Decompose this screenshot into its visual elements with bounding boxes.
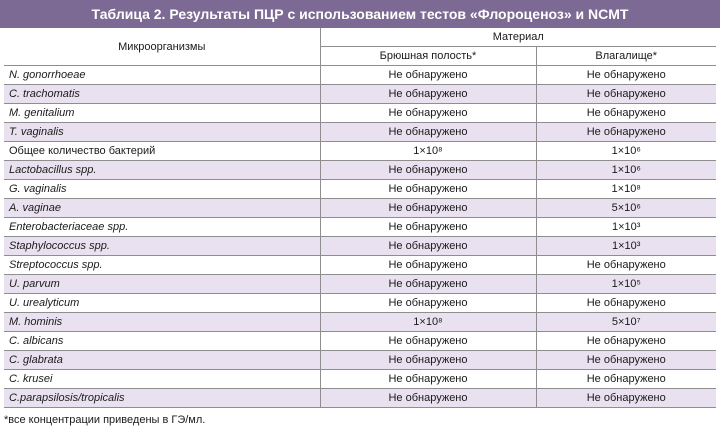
abdominal-result: Не обнаружено <box>320 161 536 180</box>
abdominal-result: Не обнаружено <box>320 389 536 408</box>
abdominal-result: Не обнаружено <box>320 237 536 256</box>
table-title: Таблица 2. Результаты ПЦР с использованием тестов «Флороценоз» и NCMT <box>0 0 720 28</box>
column-header-microorganisms: Микроорганизмы <box>4 28 320 66</box>
table-row <box>4 351 716 370</box>
table-row <box>4 256 716 275</box>
column-header-vagina: Влагалище* <box>536 47 716 66</box>
vagina-result: Не обнаружено <box>536 85 716 104</box>
table-row <box>4 123 716 142</box>
vagina-result: 5×10⁶ <box>536 199 716 218</box>
abdominal-result: Не обнаружено <box>320 332 536 351</box>
table-row <box>4 294 716 313</box>
abdominal-result: Не обнаружено <box>320 199 536 218</box>
vagina-result: 1×10³ <box>536 218 716 237</box>
organism-name: C.parapsilosis/tropicalis <box>4 389 320 408</box>
footnote: *все концентрации приведены в ГЭ/мл. <box>4 414 206 426</box>
vagina-result: Не обнаружено <box>536 104 716 123</box>
organism-name: A. vaginae <box>4 199 320 218</box>
table-row <box>4 142 716 161</box>
table-body <box>4 66 716 408</box>
organism-name: U. parvum <box>4 275 320 294</box>
vagina-result: Не обнаружено <box>536 123 716 142</box>
organism-name: M. genitalium <box>4 104 320 123</box>
table-row <box>4 313 716 332</box>
organism-name: U. urealyticum <box>4 294 320 313</box>
organism-name: N. gonorrhoeae <box>4 66 320 85</box>
abdominal-result: Не обнаружено <box>320 351 536 370</box>
vagina-result: 1×10³ <box>536 237 716 256</box>
table-row <box>4 104 716 123</box>
organism-name: Общее количество бактерий <box>4 142 320 161</box>
abdominal-result: Не обнаружено <box>320 123 536 142</box>
abdominal-result: 1×10⁸ <box>320 313 536 332</box>
table-row <box>4 180 716 199</box>
column-header-material: Материал <box>320 28 716 47</box>
abdominal-result: Не обнаружено <box>320 370 536 389</box>
table-row <box>4 237 716 256</box>
vagina-result: Не обнаружено <box>536 294 716 313</box>
results-table <box>4 28 716 408</box>
vagina-result: Не обнаружено <box>536 351 716 370</box>
vagina-result: Не обнаружено <box>536 332 716 351</box>
organism-name: C. krusei <box>4 370 320 389</box>
abdominal-result: Не обнаружено <box>320 104 536 123</box>
table-row <box>4 389 716 408</box>
abdominal-result: Не обнаружено <box>320 66 536 85</box>
organism-name: Streptococcus spp. <box>4 256 320 275</box>
organism-name: C. trachomatis <box>4 85 320 104</box>
vagina-result: 5×10⁷ <box>536 313 716 332</box>
abdominal-result: Не обнаружено <box>320 275 536 294</box>
vagina-result: Не обнаружено <box>536 66 716 85</box>
organism-name: Enterobacteriaceae spp. <box>4 218 320 237</box>
vagina-result: 1×10⁶ <box>536 161 716 180</box>
table-row <box>4 161 716 180</box>
table-row <box>4 218 716 237</box>
vagina-result: 1×10⁶ <box>536 142 716 161</box>
vagina-result: 1×10⁸ <box>536 180 716 199</box>
organism-name: C. glabrata <box>4 351 320 370</box>
abdominal-result: Не обнаружено <box>320 85 536 104</box>
column-header-abdominal: Брюшная полость* <box>320 47 536 66</box>
table-row <box>4 85 716 104</box>
abdominal-result: Не обнаружено <box>320 294 536 313</box>
organism-name: M. hominis <box>4 313 320 332</box>
table-row <box>4 199 716 218</box>
abdominal-result: Не обнаружено <box>320 180 536 199</box>
abdominal-result: 1×10⁸ <box>320 142 536 161</box>
vagina-result: Не обнаружено <box>536 389 716 408</box>
organism-name: G. vaginalis <box>4 180 320 199</box>
table-row <box>4 66 716 85</box>
table-row <box>4 370 716 389</box>
table-row <box>4 332 716 351</box>
organism-name: T. vaginalis <box>4 123 320 142</box>
vagina-result: Не обнаружено <box>536 256 716 275</box>
abdominal-result: Не обнаружено <box>320 218 536 237</box>
vagina-result: Не обнаружено <box>536 370 716 389</box>
organism-name: Staphylococcus spp. <box>4 237 320 256</box>
vagina-result: 1×10⁵ <box>536 275 716 294</box>
organism-name: C. albicans <box>4 332 320 351</box>
table-row <box>4 275 716 294</box>
abdominal-result: Не обнаружено <box>320 256 536 275</box>
organism-name: Lactobacillus spp. <box>4 161 320 180</box>
